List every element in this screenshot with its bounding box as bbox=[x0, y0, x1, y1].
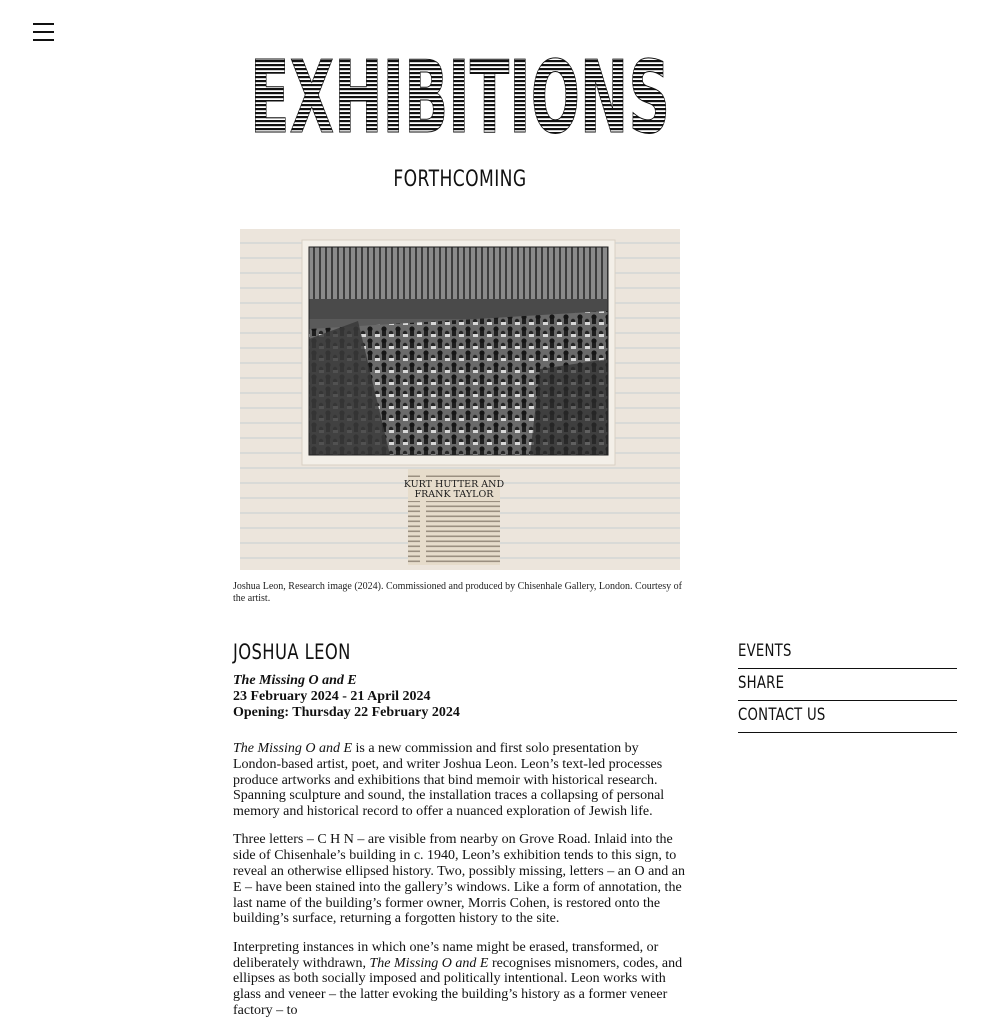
clipping-headline: KURT HUTTER AND bbox=[403, 479, 505, 490]
exhibition-dates: 23 February 2024 - 21 April 2024 bbox=[233, 689, 431, 704]
side-nav bbox=[738, 638, 957, 734]
nav-link-label: SHARE bbox=[738, 673, 785, 693]
nav-link-label: EVENTS bbox=[738, 641, 792, 661]
body-paragraph bbox=[233, 741, 685, 820]
exhibition-details bbox=[233, 673, 693, 721]
menu-bar bbox=[33, 23, 54, 25]
body-italic-title: The Missing O and E bbox=[233, 741, 352, 756]
body-paragraph bbox=[233, 940, 685, 1019]
body-text: Three letters – C H N – are visible from nearby on Grove Road. Inlaid into the side of Chisenhale’s building in c. 1940, Leon’s exhibition tends to this sign, to reveal an otherwise ellipsed history. Two, possibly missing, letters – an O and an E – have been stained into the gallery’s windows. Like a form of annotation, the last name of the building’s former owner, Morris Cohen, is restored onto the building’s surface, returning a forgotten history to the site. bbox=[233, 832, 685, 927]
artist-name: JOSHUA LEON bbox=[233, 640, 351, 664]
page-title bbox=[240, 39, 680, 156]
body-text: recognises misnomers, codes, and ellipses as both socially imposed and politically intentional. Leon works with glass and veneer – the latter evoking the building’s history as a former veneer factory – to bbox=[233, 955, 683, 1018]
body-text: is a new commission and first solo presentation by London-based artist, poet, and writer Joshua Leon. Leon’s text-led processes produce artworks and exhibitions that bind memoir with historical research. Spanning sculpture and sound, the installation traces a collapsing of personal memory and historical record to offer a nuanced exploration of Jewish life. bbox=[233, 741, 665, 820]
nav-link-label: CONTACT US bbox=[738, 705, 826, 725]
hamburger-menu-icon[interactable] bbox=[33, 22, 55, 42]
nav-link-contact-us[interactable] bbox=[738, 702, 957, 733]
hero-title-svg bbox=[240, 39, 680, 156]
clipping-headline: FRANK TAYLOR bbox=[414, 489, 494, 500]
body-italic-title: The Missing O and E bbox=[369, 955, 489, 971]
research-image-svg bbox=[240, 229, 680, 570]
body-text: Interpreting instances in which one’s name might be erased, transformed, or deliberately withdrawn, bbox=[233, 939, 659, 971]
section-label: FORTHCOMING bbox=[393, 167, 527, 192]
research-image bbox=[240, 229, 680, 570]
menu-bar bbox=[33, 39, 54, 41]
nav-link-share[interactable] bbox=[738, 670, 957, 701]
hero-title-text: EXHIBITIONS bbox=[250, 39, 670, 156]
image-caption: Joshua Leon, Research image (2024). Commissioned and produced by Chisenhale Gallery, London. Courtesy of the artist. bbox=[233, 581, 682, 604]
nav-link-events[interactable] bbox=[738, 638, 957, 669]
exhibition-opening: Opening: Thursday 22 February 2024 bbox=[233, 705, 460, 720]
exhibition-title: The Missing O and E bbox=[233, 673, 357, 688]
article-body bbox=[233, 741, 685, 1031]
menu-bar bbox=[33, 31, 54, 33]
body-paragraph bbox=[233, 832, 685, 927]
